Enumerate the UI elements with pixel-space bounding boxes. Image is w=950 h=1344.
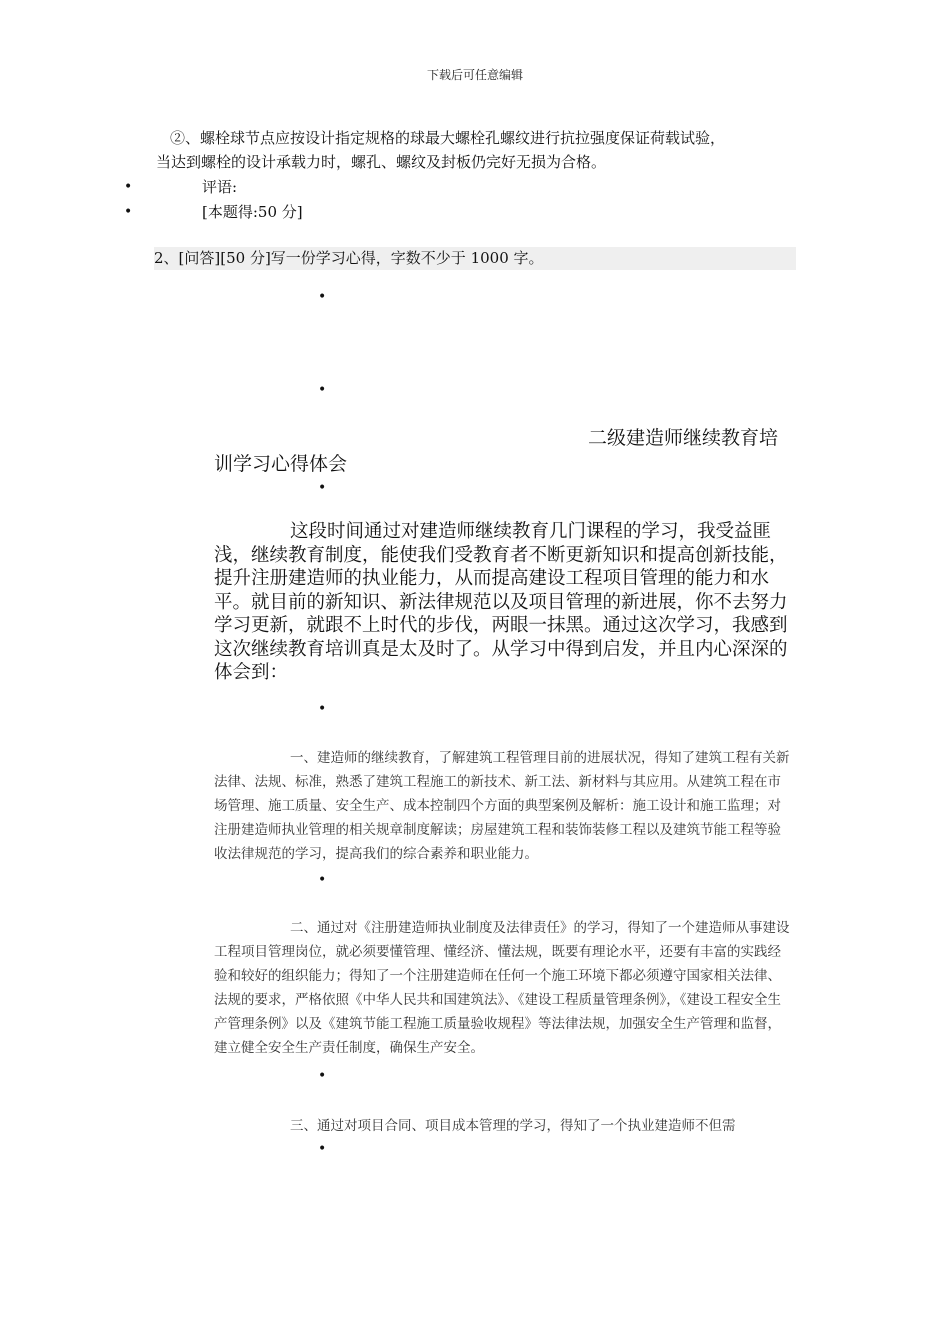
comment-label: 评语: xyxy=(202,178,238,196)
essay-intro: 这段时间通过对建造师继续教育几门课程的学习，我受益匪浅，继续教育制度，能使我们受教育者不断更新知识和提高创新技能，提升注册建造师的执业能力，从而提高建设工程项目管理的能力和水平。就目前的新知识、新法律规范以及项目管理的新进展，你不去努力学习更新，就跟不上时代的步伐，两眼一抹黑。通过这次学习，我感到这次继续教育培训真是太及时了。从学习中得到启发，并且内心深深的体会到： xyxy=(214,521,788,683)
bullet-empty-2: • xyxy=(318,382,327,398)
bullet-point-1: • xyxy=(318,872,327,888)
question-text: 2、[问答][50 分]写一份学习心得，字数不少于 1000 字。 xyxy=(154,249,544,267)
score-text: [本题得:50 分] xyxy=(202,203,303,221)
bullet-point-3: • xyxy=(318,1141,327,1157)
essay-title-line-1: 二级建造师继续教育培 xyxy=(588,427,779,449)
bullet-point-2: • xyxy=(318,1068,327,1084)
bullet-comment: • xyxy=(124,179,133,195)
question-bar xyxy=(154,247,796,270)
bullet-score: • xyxy=(124,204,133,220)
top-paragraph-line-2: 当达到螺栓的设计承载力时，螺孔、螺纹及封板仍完好无损为合格。 xyxy=(156,153,607,171)
page-header: 下载后可任意编辑 xyxy=(426,68,523,82)
essay-point-3: 三、通过对项目合同、项目成本管理的学习，得知了一个执业建造师不但需 xyxy=(290,1118,736,1134)
bullet-title: • xyxy=(318,480,327,496)
top-paragraph xyxy=(156,126,796,174)
bullet-intro: • xyxy=(318,701,327,717)
essay-point-1: 一、建造师的继续教育，了解建筑工程管理目前的进展状况，得知了建筑工程有关新法律、法规、标准，熟悉了建筑工程施工的新技术、新工法、新材料与其应用。从建筑工程在市场管理、施工质量、安全生产、成本控制四个方面的典型案例及解析：施工设计和施工监理；对注册建造师执业管理的相关规章制度解读；房屋建筑工程和装饰装修工程以及建筑节能工程等验收法律规范的学习，提高我们的综合素养和职业能力。 xyxy=(214,750,790,862)
essay-point-2: 二、通过对《注册建造师执业制度及法律责任》的学习，得知了一个建造师从事建设工程项目管理岗位，就必须要懂管理、懂经济、懂法规，既要有理论水平，还要有丰富的实践经验和较好的组织能力；得知了一个注册建造师在任何一个施工环境下都必须遵守国家相关法律、法规的要求，严格依照《中华人民共和国建筑法》、《建设工程质量管理条例》，《建设工程安全生产管理条例》以及《建筑节能工程施工质量验收规程》等法律法规，加强安全生产管理和监督，建立健全安全生产责任制度，确保生产安全。 xyxy=(214,920,790,1056)
bullet-empty-1: • xyxy=(318,289,327,305)
top-paragraph-line-1: ②、螺栓球节点应按设计指定规格的球最大螺栓孔螺纹进行抗拉强度保证荷载试验， xyxy=(170,129,726,147)
essay-title-line-2: 训学习心得体会 xyxy=(214,453,348,475)
